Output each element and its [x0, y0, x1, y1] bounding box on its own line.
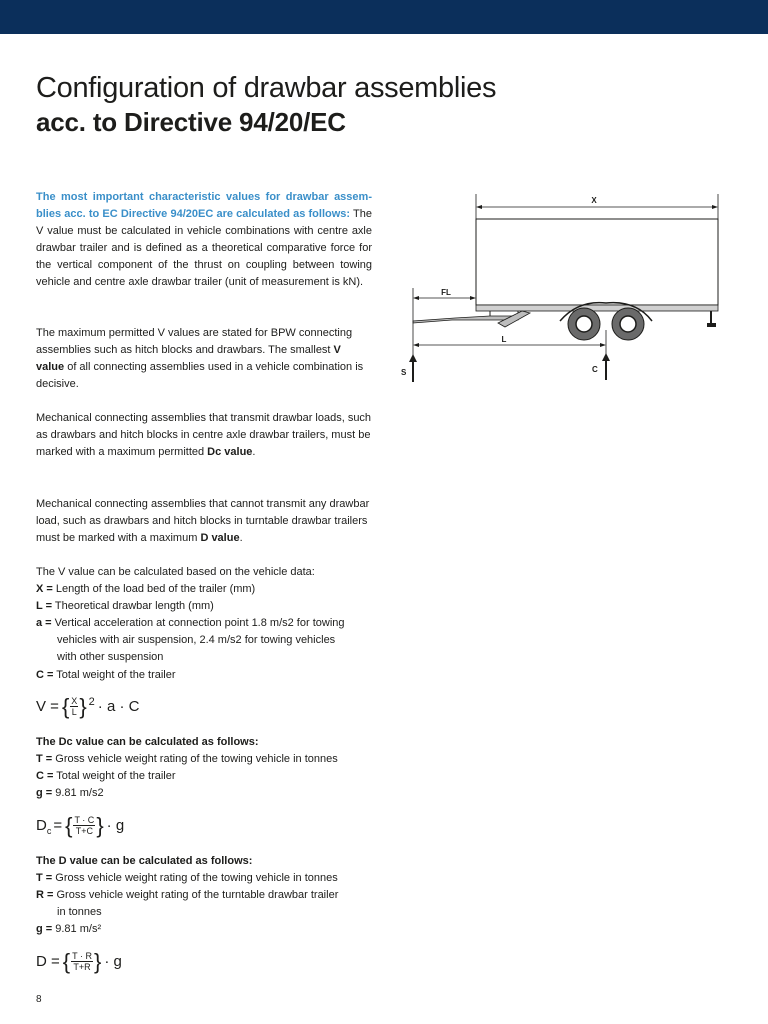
definition-line: [36, 667, 416, 684]
definition-key: C =: [36, 770, 54, 783]
fraction-numerator: T · R: [72, 951, 92, 961]
fraction-denominator: T+R: [73, 962, 91, 972]
definition-line: [36, 768, 416, 785]
definition-key: R =: [36, 889, 54, 902]
definition-text: Gross vehicle weight rating of the turntable drawbar trailer: [53, 889, 339, 902]
definition-line: [36, 921, 416, 938]
section-heading: The Dc value can be calculated as follows:: [36, 736, 259, 748]
definition-text: Total weight of the trailer: [53, 668, 176, 681]
definition-key: T =: [36, 872, 53, 885]
v-value-paragraph: [36, 325, 372, 393]
formula-equals: =: [53, 817, 63, 834]
formula-subscript: c: [46, 825, 52, 836]
brace-open: {: [62, 948, 71, 974]
trailer-chassis: [476, 305, 718, 311]
definition-line: [36, 904, 416, 921]
x-label: X: [591, 196, 597, 205]
trailer-diagram: [400, 190, 740, 390]
page-number: 8: [36, 994, 42, 1005]
definition-line: [36, 785, 416, 802]
s-label: S: [401, 368, 407, 377]
definition-line: [36, 751, 416, 768]
formula-lhs: D: [36, 817, 47, 834]
para-text: The maximum permitted V values are stated for BPW connecting assemblies such as hitch blocks and drawbars. The smallest: [36, 327, 353, 357]
fraction-denominator: L: [71, 707, 77, 717]
formula-exponent: 2: [88, 695, 95, 708]
formula-fraction: [71, 951, 93, 972]
fl-label: FL: [441, 288, 451, 297]
arrow-head: [413, 343, 419, 347]
definition-text: Length of the load bed of the trailer (mm): [52, 583, 256, 596]
intro-highlight: The most important characteristic values for drawbar assemblies acc. to EC Directive 94/20EC are calculated as follows:: [36, 191, 372, 221]
para-bold: V value: [36, 344, 341, 374]
wheel-hub: [576, 316, 592, 332]
brace-close: }: [93, 948, 102, 974]
definition-line: [36, 632, 416, 649]
d-value-paragraph: [36, 496, 372, 547]
para-text: .: [239, 532, 243, 545]
definition-text: in tonnes: [57, 906, 102, 919]
arrow-head: [600, 343, 606, 347]
definition-key: a =: [36, 617, 52, 630]
v-value-definitions: [36, 564, 416, 684]
para-text: .: [252, 446, 256, 459]
definition-key: g =: [36, 923, 53, 936]
definition-line: [36, 870, 416, 887]
definition-text: Theoretical drawbar length (mm): [52, 600, 214, 613]
definition-line: [36, 887, 416, 904]
definition-text: with other suspension: [57, 651, 164, 664]
arrow-head: [409, 354, 417, 362]
header-bar: [0, 0, 768, 34]
definition-text: 9.81 m/s2: [52, 787, 104, 800]
l-label: L: [501, 335, 507, 344]
definition-line: [36, 649, 416, 666]
formula-rhs: · a · C: [97, 698, 140, 715]
definitions-intro: The V value can be calculated based on the vehicle data:: [36, 566, 315, 578]
page-title: Configuration of drawbar assemblies: [36, 72, 497, 104]
trailer-box: [476, 219, 718, 305]
formula-fraction: [70, 696, 78, 717]
definition-line: [36, 581, 416, 598]
dc-value-paragraph: [36, 410, 372, 461]
formula-lhs: D =: [36, 953, 60, 970]
arrow-head: [712, 205, 718, 209]
arrow-head: [476, 205, 482, 209]
definition-text: 9.81 m/s²: [52, 923, 102, 936]
definition-text: vehicles with air suspension, 2.4 m/s2 for towing vehicles: [57, 634, 336, 647]
brace-open: {: [65, 812, 73, 838]
brace-close: }: [79, 693, 87, 719]
definition-text: Gross vehicle weight rating of the towing vehicle in tonnes: [52, 872, 338, 885]
c-label: C: [592, 365, 598, 374]
definition-key: T =: [36, 753, 53, 766]
v-formula: [36, 693, 140, 719]
para-text: of all connecting assemblies used in a vehicle combination is decisive.: [36, 361, 364, 391]
definition-key: L =: [36, 600, 53, 613]
para-bold: Dc value: [207, 446, 253, 459]
intro-paragraph: [36, 189, 372, 292]
definition-key: g =: [36, 787, 53, 800]
definition-key: C =: [36, 668, 54, 681]
intro-text: The V value must be calculated in vehicle combinations with centre axle drawbar trailer and is defined as a theoretical comparative force for the vertical component of the thrust on coupling between towing vehicle and centre axle drawbar trailer (unit of measurement is kN).: [36, 208, 373, 289]
arrow-head: [602, 353, 610, 361]
para-bold: D value: [200, 532, 240, 545]
formula-rhs: · g: [104, 953, 122, 970]
fraction-numerator: T · C: [74, 815, 95, 825]
definition-text: Vertical acceleration at connection point 1.8 m/s2 for towing: [51, 617, 345, 630]
formula-lhs: V =: [36, 698, 59, 715]
d-formula: [36, 948, 122, 974]
arrow-head: [413, 296, 419, 300]
d-value-definitions: [36, 853, 416, 938]
support-foot: [707, 323, 716, 327]
page-subtitle: acc. to Directive 94/20/EC: [36, 107, 346, 137]
fraction-numerator: X: [71, 696, 78, 706]
section-heading: The D value can be calculated as follows:: [36, 855, 253, 867]
definition-text: Total weight of the trailer: [53, 770, 176, 783]
para-text: Mechanical connecting assemblies that transmit drawbar loads, such as drawbars and hitch blocks in centre axle drawbar trailers, must be marked with a maximum permitted: [36, 412, 372, 459]
brace-open: {: [61, 693, 70, 719]
definition-text: Gross vehicle weight rating of the towing vehicle in tonnes: [52, 753, 338, 766]
dc-formula: [36, 812, 125, 838]
formula-fraction: [73, 815, 95, 836]
dc-value-definitions: [36, 734, 416, 802]
wheel-hub: [620, 316, 636, 332]
definition-line: [36, 615, 416, 632]
brace-close: }: [96, 812, 104, 838]
formula-rhs: · g: [106, 817, 125, 834]
para-text: Mechanical connecting assemblies that cannot transmit any drawbar load, such as drawbars and hitch blocks in turntable drawbar trailers must be marked with a maximum: [36, 498, 370, 545]
definition-key: X =: [36, 583, 53, 596]
fraction-denominator: T+C: [75, 826, 94, 836]
arrow-head: [470, 296, 476, 300]
definition-line: [36, 598, 416, 615]
